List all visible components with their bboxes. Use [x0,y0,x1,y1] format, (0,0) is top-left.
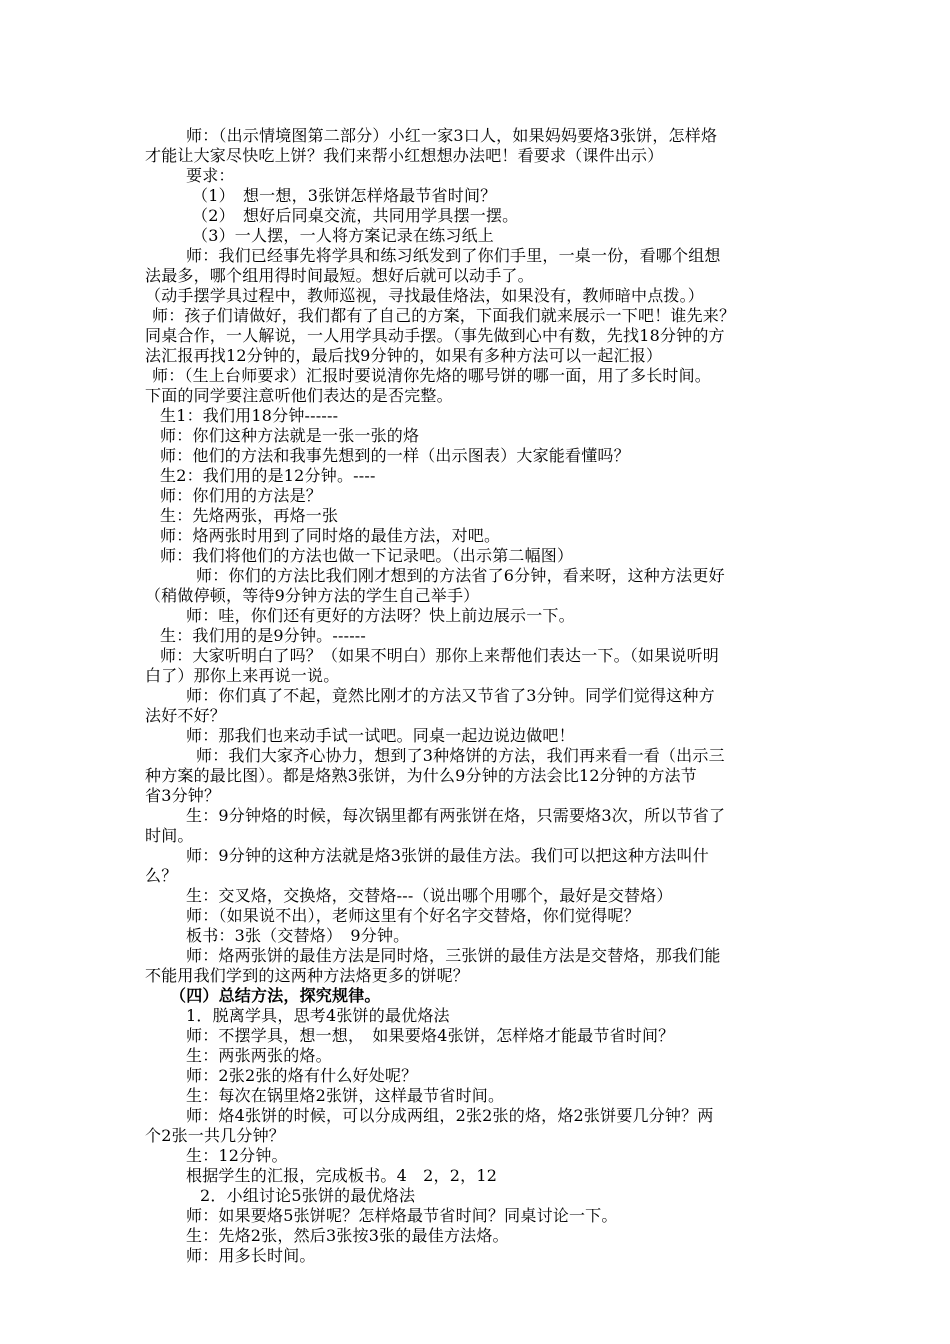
text-line: 种方案的最比图）。都是烙熟3张饼，为什么9分钟的方法会比12分钟的方法节 [145,766,697,785]
section-heading: （四）总结方法，探究规律。 [170,986,381,1005]
text-line: 1．脱离学具，思考4张饼的最优烙法 [186,1006,450,1025]
text-line: 时间。 [145,826,194,845]
text-line: 要求： [186,166,235,185]
text-line: （3）一人摆，一人将方案记录在练习纸上 [192,226,494,245]
text-line: 生：9分钟烙的时候，每次锅里都有两张饼在烙，只需要烙3次，所以节省了 [186,806,726,825]
text-line: 师：大家听明白了吗？（如果不明白）那你上来帮他们表达一下。（如果说听明 [160,646,720,665]
text-line: 师：我们将他们的方法也做一下记录吧。（出示第二幅图） [160,546,574,565]
text-line: 2．小组讨论5张饼的最优烙法 [200,1186,416,1205]
text-line: 师：9分钟的这种方法就是烙3张饼的最佳方法。我们可以把这种方法叫什 [186,846,709,865]
text-line: 师：用多长时间。 [186,1246,316,1265]
text-line: 师：你们用的方法是？ [160,486,323,505]
text-line: 生：先烙2张，然后3张按3张的最佳方法烙。 [186,1226,509,1245]
text-line: 师：你们真了不起，竟然比刚才的方法又节省了3分钟。同学们觉得这种方 [186,686,715,705]
text-line: 师：那我们也来动手试一试吧。同桌一起边说边做吧！ [186,726,575,745]
text-line: 板书：3张（交替烙） 9分钟。 [186,926,410,945]
text-line: 师：2张2张的烙有什么好处呢？ [186,1066,418,1085]
text-line: 不能用我们学到的这两种方法烙更多的饼呢？ [145,966,470,985]
text-line: 师：（如果说不出），老师这里有个好名字交替烙，你们觉得呢？ [186,906,640,925]
text-line: 法最多，哪个组用得时间最短。想好后就可以动手了。 [145,266,534,285]
text-line: 生：交叉烙，交换烙，交替烙---（说出哪个用哪个，最好是交替烙） [186,886,673,905]
text-line: 师：（生上台师要求）汇报时要说清你先烙的哪号饼的哪一面，用了多长时间。 [152,366,712,385]
text-line: 才能让大家尽快吃上饼？我们来帮小红想想办法吧！看要求（课件出示） [145,146,664,165]
text-line: 生1：我们用18分钟------ [160,406,339,425]
text-line: 师：烙两张饼的最佳方法是同时烙，三张饼的最佳方法是交替烙，那我们能 [186,946,721,965]
text-line: 生：12分钟。 [186,1146,288,1165]
text-line: 法好不好？ [145,706,227,725]
text-line: 么？ [145,866,178,885]
text-line: 生：每次在锅里烙2张饼，这样最节省时间。 [186,1086,505,1105]
text-line: （动手摆学具过程中，教师巡视，寻找最佳烙法，如果没有，教师暗中点拨。） [145,286,705,305]
text-line: 师：你们这种方法就是一张一张的烙 [160,426,420,445]
text-line: 师：你们的方法比我们刚才想到的方法省了6分钟，看来呀，这种方法更好 [196,566,725,585]
text-line: 下面的同学要注意听他们表达的是否完整。 [145,386,453,405]
text-line: 师：孩子们请做好，我们都有了自己的方案，下面我们就来展示一下吧！谁先来？ [152,306,736,325]
text-line: （2） 想好后同桌交流，共同用学具摆一摆。 [192,206,519,225]
text-line: 师：如果要烙5张饼呢？怎样烙最节省时间？同桌讨论一下。 [186,1206,618,1225]
text-line: 师：我们大家齐心协力，想到了3种烙饼的方法，我们再来看一看（出示三 [196,746,725,765]
text-line: 生：我们用的是9分钟。------ [160,626,367,645]
text-line: 师：烙4张饼的时候，可以分成两组，2张2张的烙，烙2张饼要几分钟？两 [186,1106,714,1125]
text-line: 师：我们已经事先将学具和练习纸发到了你们手里，一桌一份，看哪个组想 [186,246,721,265]
text-line: 同桌合作，一人解说，一人用学具动手摆。（事先做到心中有数，先找18分钟的方 [145,326,725,345]
text-line: （稍做停顿，等待9分钟方法的学生自己举手） [145,586,480,605]
text-line: 法汇报再找12分钟的，最后找9分钟的，如果有多种方法可以一起汇报） [145,346,663,365]
text-line: 师：不摆学具，想一想， 如果要烙4张饼，怎样烙才能最节省时间？ [186,1026,675,1045]
text-line: 生：先烙两张，再烙一张 [160,506,339,525]
text-line: 个2张一共几分钟？ [145,1126,285,1145]
text-line: 师：（出示情境图第二部分）小红一家3口人，如果妈妈要烙3张饼，怎样烙 [186,126,718,145]
text-line: 生2：我们用的是12分钟。---- [160,466,376,485]
text-line: 白了）那你上来再说一说。 [145,666,340,685]
text-line: （1） 想一想，3张饼怎样烙最节省时间？ [192,186,497,205]
text-line: 根据学生的汇报，完成板书。4 2，2，12 [186,1166,498,1185]
text-line: 师：烙两张时用到了同时烙的最佳方法，对吧。 [160,526,501,545]
text-line: 师：他们的方法和我事先想到的一样（出示图表）大家能看懂吗？ [160,446,630,465]
text-line: 省3分钟？ [145,786,221,805]
text-line: 生：两张两张的烙。 [186,1046,332,1065]
text-line: 师：哇，你们还有更好的方法呀？快上前边展示一下。 [186,606,575,625]
